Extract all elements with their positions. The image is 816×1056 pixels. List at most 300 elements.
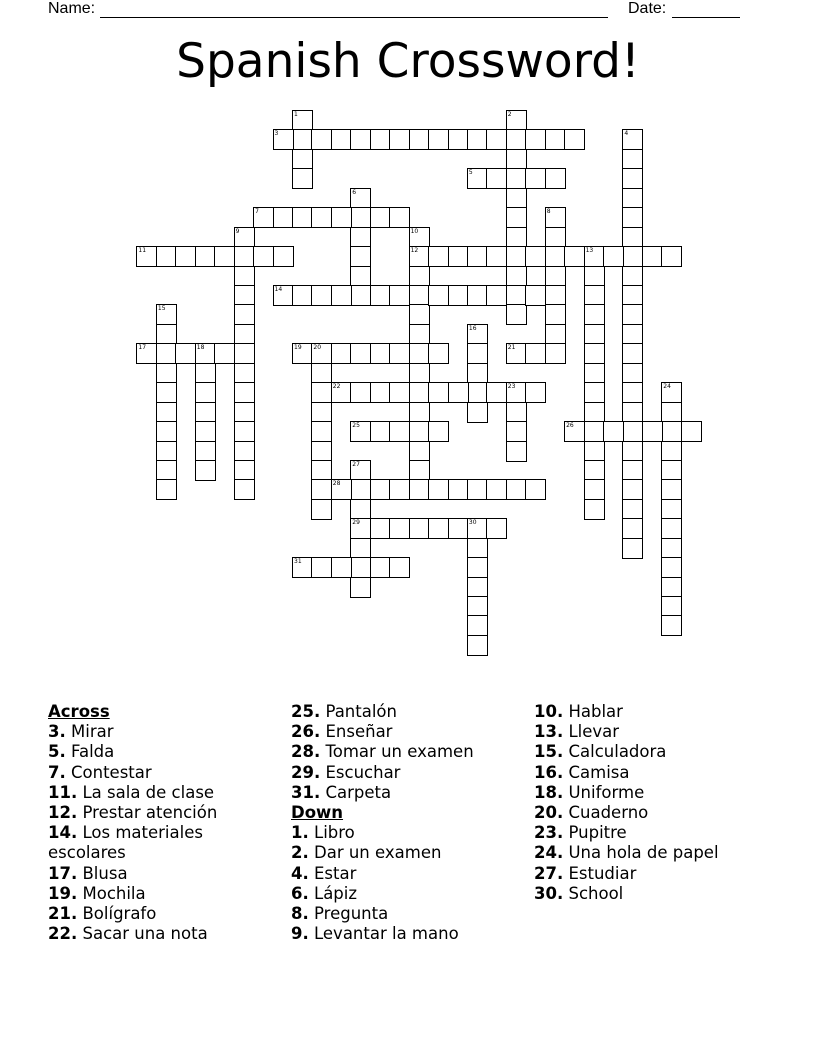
grid-cell[interactable] [661, 596, 682, 617]
grid-cell[interactable] [486, 246, 507, 267]
grid-cell[interactable] [467, 363, 488, 384]
grid-cell[interactable] [564, 246, 585, 267]
grid-cell[interactable] [467, 615, 488, 636]
grid-cell[interactable] [622, 479, 643, 500]
clue-number: 14. [48, 823, 78, 843]
grid-cell[interactable] [622, 363, 643, 384]
grid-cell[interactable] [409, 363, 430, 384]
grid-cell[interactable] [622, 402, 643, 423]
grid-cell[interactable] [331, 207, 352, 228]
grid-cell[interactable] [234, 227, 255, 248]
grid-cell[interactable] [370, 382, 391, 403]
grid-cell[interactable] [584, 343, 605, 364]
grid-cell[interactable] [545, 304, 566, 325]
grid-cell[interactable] [273, 129, 294, 150]
grid-cell[interactable] [622, 246, 643, 267]
grid-cell[interactable] [273, 207, 294, 228]
grid-cell[interactable] [642, 246, 663, 267]
grid-cell[interactable] [409, 324, 430, 345]
clue-number: 18 [196, 344, 205, 352]
grid-cell[interactable] [506, 304, 527, 325]
grid-cell[interactable] [311, 479, 332, 500]
grid-cell[interactable] [389, 382, 410, 403]
grid-cell[interactable] [661, 518, 682, 539]
grid-cell[interactable] [331, 479, 352, 500]
grid-cell[interactable] [350, 421, 371, 442]
name-label: Name: [48, 0, 96, 17]
grid-cell[interactable] [292, 343, 313, 364]
grid-cell[interactable] [234, 479, 255, 500]
grid-cell[interactable] [525, 343, 546, 364]
grid-cell[interactable] [545, 129, 566, 150]
grid-cell[interactable] [292, 129, 313, 150]
clue-text: School [568, 883, 624, 903]
grid-cell[interactable] [370, 207, 391, 228]
grid-cell[interactable] [156, 246, 177, 267]
clue-item [291, 924, 526, 944]
grid-cell[interactable] [311, 441, 332, 462]
down-heading: Down [291, 803, 344, 823]
grid-cell[interactable] [428, 343, 449, 364]
grid-cell[interactable] [622, 149, 643, 170]
clue-text: Camisa [568, 762, 630, 782]
grid-cell[interactable] [292, 149, 313, 170]
grid-cell[interactable] [506, 382, 527, 403]
grid-cell[interactable] [311, 343, 332, 364]
grid-cell[interactable] [350, 479, 371, 500]
grid-cell[interactable] [409, 421, 430, 442]
grid-cell[interactable] [467, 285, 488, 306]
clue-number: 24 [663, 383, 671, 391]
grid-cell[interactable] [156, 460, 177, 481]
clue-text: Lápiz [314, 883, 358, 903]
grid-cell[interactable] [156, 421, 177, 442]
grid-cell[interactable] [661, 479, 682, 500]
clue-item [48, 783, 278, 803]
grid-cell[interactable] [195, 246, 216, 267]
grid-cell[interactable] [661, 499, 682, 520]
grid-cell[interactable] [370, 479, 391, 500]
grid-cell[interactable] [545, 266, 566, 287]
grid-cell[interactable] [311, 557, 332, 578]
grid-cell[interactable] [506, 343, 527, 364]
grid-cell[interactable] [584, 460, 605, 481]
grid-cell[interactable] [467, 168, 488, 189]
grid-cell[interactable] [350, 207, 371, 228]
grid-cell[interactable] [584, 421, 605, 442]
clue-column-1 [48, 702, 278, 944]
grid-cell[interactable] [661, 382, 682, 403]
grid-cell[interactable] [311, 499, 332, 520]
grid-cell[interactable] [350, 460, 371, 481]
grid-cell[interactable] [234, 363, 255, 384]
grid-cell[interactable] [448, 285, 469, 306]
grid-cell[interactable] [311, 421, 332, 442]
grid-cell[interactable] [350, 577, 371, 598]
grid-cell[interactable] [545, 343, 566, 364]
grid-cell[interactable] [156, 363, 177, 384]
grid-cell[interactable] [545, 246, 566, 267]
grid-cell[interactable] [350, 382, 371, 403]
grid-cell[interactable] [486, 479, 507, 500]
grid-cell[interactable] [506, 479, 527, 500]
grid-cell[interactable] [622, 538, 643, 559]
grid-cell[interactable] [409, 343, 430, 364]
clue-number: 17 [138, 344, 147, 352]
grid-cell[interactable] [428, 129, 449, 150]
clue-item [291, 702, 526, 722]
grid-cell[interactable] [622, 266, 643, 287]
clue-number: 21 [507, 344, 516, 352]
grid-cell[interactable] [234, 266, 255, 287]
grid-cell[interactable] [370, 285, 391, 306]
grid-cell[interactable] [584, 402, 605, 423]
grid-cell[interactable] [661, 538, 682, 559]
grid-cell[interactable] [350, 538, 371, 559]
clue-number: 5. [48, 742, 66, 762]
grid-cell[interactable] [584, 499, 605, 520]
grid-cell[interactable] [622, 421, 643, 442]
grid-cell[interactable] [584, 479, 605, 500]
grid-cell[interactable] [370, 421, 391, 442]
grid-cell[interactable] [195, 402, 216, 423]
grid-cell[interactable] [622, 343, 643, 364]
grid-cell[interactable] [370, 518, 391, 539]
grid-cell[interactable] [584, 266, 605, 287]
grid-cell[interactable] [428, 285, 449, 306]
clue-number: 22. [48, 924, 78, 944]
grid-cell[interactable] [506, 207, 527, 228]
grid-cell[interactable] [389, 421, 410, 442]
grid-cell[interactable] [311, 382, 332, 403]
grid-cell[interactable] [311, 129, 332, 150]
clue-number: 2 [507, 111, 512, 118]
grid-cell[interactable] [545, 227, 566, 248]
grid-cell[interactable] [156, 441, 177, 462]
grid-cell[interactable] [661, 577, 682, 598]
grid-cell[interactable] [409, 304, 430, 325]
grid-cell[interactable] [350, 266, 371, 287]
grid-cell[interactable] [156, 382, 177, 403]
grid-cell[interactable] [506, 149, 527, 170]
grid-cell[interactable] [389, 479, 410, 500]
grid-cell[interactable] [350, 285, 371, 306]
grid-cell[interactable] [681, 421, 702, 442]
grid-cell[interactable] [292, 285, 313, 306]
grid-cell[interactable] [350, 188, 371, 209]
grid-cell[interactable] [195, 343, 216, 364]
grid-cell[interactable] [234, 421, 255, 442]
clue-number: 7. [48, 762, 66, 782]
clue-number: 2. [291, 843, 309, 863]
grid-cell[interactable] [409, 518, 430, 539]
grid-cell[interactable] [389, 285, 410, 306]
grid-cell[interactable] [428, 382, 449, 403]
grid-cell[interactable] [428, 479, 449, 500]
grid-cell[interactable] [409, 402, 430, 423]
grid-cell[interactable] [525, 129, 546, 150]
grid-cell[interactable] [350, 518, 371, 539]
grid-cell[interactable] [234, 304, 255, 325]
grid-cell[interactable] [486, 518, 507, 539]
grid-cell[interactable] [506, 402, 527, 423]
clue-number: 11 [138, 247, 147, 255]
grid-cell[interactable] [506, 129, 527, 150]
grid-cell[interactable] [448, 246, 469, 267]
grid-cell[interactable] [195, 382, 216, 403]
clue-text: Prestar atención [82, 803, 218, 823]
grid-cell[interactable] [622, 518, 643, 539]
grid-cell[interactable] [564, 421, 585, 442]
clue-item [291, 722, 526, 742]
grid-cell[interactable] [370, 343, 391, 364]
grid-cell[interactable] [545, 207, 566, 228]
grid-cell[interactable] [234, 324, 255, 345]
grid-cell[interactable] [195, 363, 216, 384]
grid-cell[interactable] [350, 246, 371, 267]
grid-cell[interactable] [486, 129, 507, 150]
grid-cell[interactable] [661, 615, 682, 636]
grid-cell[interactable] [331, 285, 352, 306]
grid-cell[interactable] [389, 343, 410, 364]
grid-cell[interactable] [175, 246, 196, 267]
grid-cell[interactable] [350, 129, 371, 150]
grid-cell[interactable] [311, 402, 332, 423]
grid-cell[interactable] [622, 441, 643, 462]
grid-cell[interactable] [156, 343, 177, 364]
grid-cell[interactable] [292, 207, 313, 228]
grid-cell[interactable] [311, 285, 332, 306]
grid-cell[interactable] [545, 168, 566, 189]
grid-cell[interactable] [622, 168, 643, 189]
grid-cell[interactable] [311, 363, 332, 384]
clue-number: 16 [468, 324, 477, 332]
grid-cell[interactable] [311, 207, 332, 228]
clue-number: 3 [274, 130, 279, 138]
grid-cell[interactable] [564, 129, 585, 150]
grid-cell[interactable] [622, 382, 643, 403]
grid-cell[interactable] [584, 246, 605, 267]
grid-cell[interactable] [506, 168, 527, 189]
grid-cell[interactable] [622, 129, 643, 150]
grid-cell[interactable] [234, 460, 255, 481]
grid-cell[interactable] [175, 343, 196, 364]
grid-cell[interactable] [156, 479, 177, 500]
grid-cell[interactable] [622, 460, 643, 481]
grid-cell[interactable] [467, 577, 488, 598]
grid-cell[interactable] [467, 557, 488, 578]
clue-number: 19 [294, 344, 302, 352]
clue-item [534, 823, 774, 843]
grid-cell[interactable] [661, 246, 682, 267]
clue-text: Sacar una nota [82, 924, 208, 944]
grid-cell[interactable] [661, 402, 682, 423]
grid-cell[interactable] [195, 441, 216, 462]
grid-cell[interactable] [448, 479, 469, 500]
grid-cell[interactable] [603, 421, 624, 442]
grid-cell[interactable] [331, 557, 352, 578]
grid-cell[interactable] [311, 460, 332, 481]
clue-number: 31. [291, 782, 321, 802]
grid-cell[interactable] [622, 304, 643, 325]
grid-cell[interactable] [428, 518, 449, 539]
clue-number: 11. [48, 782, 78, 802]
grid-cell[interactable] [350, 227, 371, 248]
grid-cell[interactable] [622, 285, 643, 306]
grid-cell[interactable] [506, 227, 527, 248]
clue-number: 27. [534, 863, 564, 883]
grid-cell[interactable] [448, 382, 469, 403]
grid-cell[interactable] [370, 557, 391, 578]
grid-cell[interactable] [195, 460, 216, 481]
grid-cell[interactable] [467, 635, 488, 656]
grid-cell[interactable] [584, 324, 605, 345]
grid-cell[interactable] [350, 557, 371, 578]
grid-cell[interactable] [525, 479, 546, 500]
grid-cell[interactable] [506, 110, 527, 131]
grid-cell[interactable] [584, 382, 605, 403]
clue-text: Pantalón [325, 702, 397, 721]
grid-cell[interactable] [253, 246, 274, 267]
grid-cell[interactable] [292, 110, 313, 131]
clue-number: 3. [48, 722, 66, 742]
grid-cell[interactable] [136, 343, 157, 364]
grid-cell[interactable] [525, 382, 546, 403]
grid-cell[interactable] [448, 129, 469, 150]
grid-cell[interactable] [331, 343, 352, 364]
grid-cell[interactable] [292, 557, 313, 578]
grid-cell[interactable] [331, 129, 352, 150]
grid-cell[interactable] [467, 129, 488, 150]
clue-text: Contestar [71, 762, 152, 782]
grid-cell[interactable] [545, 285, 566, 306]
grid-cell[interactable] [350, 343, 371, 364]
grid-cell[interactable] [467, 343, 488, 364]
grid-cell[interactable] [661, 421, 682, 442]
grid-cell[interactable] [525, 168, 546, 189]
grid-cell[interactable] [273, 246, 294, 267]
grid-cell[interactable] [428, 421, 449, 442]
grid-cell[interactable] [136, 246, 157, 267]
grid-cell[interactable] [409, 441, 430, 462]
clue-item [48, 884, 278, 904]
grid-cell[interactable] [409, 246, 430, 267]
grid-cell[interactable] [234, 441, 255, 462]
grid-cell[interactable] [234, 382, 255, 403]
grid-cell[interactable] [350, 499, 371, 520]
grid-cell[interactable] [506, 188, 527, 209]
grid-cell[interactable] [234, 285, 255, 306]
clue-item [534, 742, 774, 762]
grid-cell[interactable] [214, 343, 235, 364]
grid-cell[interactable] [214, 246, 235, 267]
grid-cell[interactable] [467, 479, 488, 500]
grid-cell[interactable] [622, 188, 643, 209]
grid-cell[interactable] [273, 285, 294, 306]
grid-cell[interactable] [409, 382, 430, 403]
grid-cell[interactable] [370, 129, 391, 150]
grid-cell[interactable] [584, 304, 605, 325]
grid-cell[interactable] [253, 207, 274, 228]
grid-cell[interactable] [622, 227, 643, 248]
grid-cell[interactable] [156, 304, 177, 325]
grid-cell[interactable] [389, 518, 410, 539]
grid-cell[interactable] [409, 285, 430, 306]
clue-item [48, 763, 278, 783]
grid-cell[interactable] [584, 363, 605, 384]
grid-cell[interactable] [506, 285, 527, 306]
grid-cell[interactable] [292, 168, 313, 189]
grid-cell[interactable] [467, 518, 488, 539]
grid-cell[interactable] [603, 246, 624, 267]
grid-cell[interactable] [234, 402, 255, 423]
grid-cell[interactable] [409, 460, 430, 481]
grid-cell[interactable] [389, 129, 410, 150]
grid-cell[interactable] [467, 382, 488, 403]
clue-text: Mochila [82, 883, 146, 903]
grid-cell[interactable] [661, 441, 682, 462]
clue-text: Escuchar [325, 762, 401, 782]
clue-number: 10. [534, 702, 564, 721]
grid-cell[interactable] [409, 227, 430, 248]
grid-cell[interactable] [467, 538, 488, 559]
grid-cell[interactable] [195, 421, 216, 442]
grid-cell[interactable] [409, 129, 430, 150]
grid-cell[interactable] [506, 246, 527, 267]
grid-cell[interactable] [622, 207, 643, 228]
grid-cell[interactable] [486, 382, 507, 403]
grid-cell[interactable] [448, 518, 469, 539]
clue-column-2 [291, 702, 526, 944]
grid-cell[interactable] [584, 441, 605, 462]
grid-cell[interactable] [409, 266, 430, 287]
grid-cell[interactable] [661, 460, 682, 481]
grid-cell[interactable] [642, 421, 663, 442]
grid-cell[interactable] [409, 479, 430, 500]
grid-cell[interactable] [467, 246, 488, 267]
clue-item [291, 904, 526, 924]
grid-cell[interactable] [234, 246, 255, 267]
grid-cell[interactable] [622, 324, 643, 345]
grid-cell[interactable] [467, 402, 488, 423]
grid-cell[interactable] [331, 382, 352, 403]
grid-cell[interactable] [506, 441, 527, 462]
clue-column-3 [534, 702, 774, 904]
clue-item [534, 702, 774, 722]
grid-cell[interactable] [525, 246, 546, 267]
clue-item [534, 763, 774, 783]
grid-cell[interactable] [506, 421, 527, 442]
grid-cell[interactable] [389, 557, 410, 578]
grid-cell[interactable] [622, 499, 643, 520]
grid-cell[interactable] [545, 324, 566, 345]
grid-cell[interactable] [156, 324, 177, 345]
grid-cell[interactable] [584, 285, 605, 306]
grid-cell[interactable] [486, 285, 507, 306]
grid-cell[interactable] [234, 343, 255, 364]
clue-number: 9 [235, 227, 240, 235]
clue-number: 29 [352, 519, 360, 527]
grid-cell[interactable] [428, 246, 449, 267]
grid-cell[interactable] [467, 596, 488, 617]
grid-cell[interactable] [156, 402, 177, 423]
grid-cell[interactable] [525, 285, 546, 306]
grid-cell[interactable] [506, 266, 527, 287]
grid-cell[interactable] [661, 557, 682, 578]
grid-cell[interactable] [486, 168, 507, 189]
grid-cell[interactable] [467, 324, 488, 345]
grid-cell[interactable] [389, 207, 410, 228]
